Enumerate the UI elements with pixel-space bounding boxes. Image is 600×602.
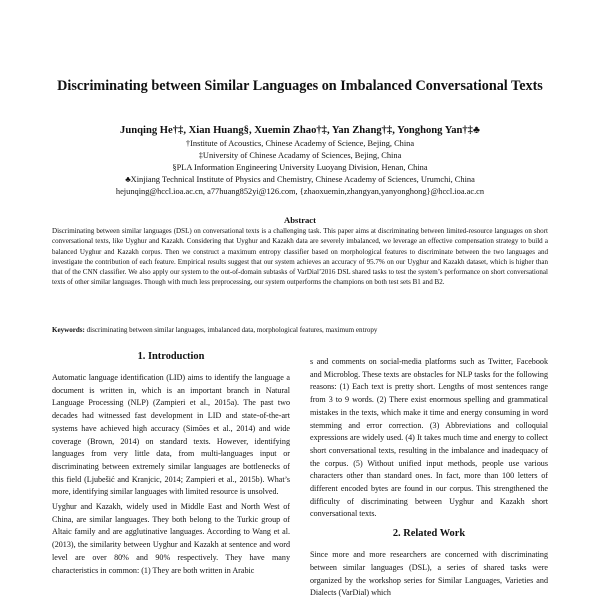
author-emails: hejunqing@hccl.ioa.ac.cn, a77huang852yi@126.com, {zhaoxuemin,zhangyan,yanyonghong}@hccl.ioa.ac.cn (115, 187, 485, 196)
section-heading-related-work: 2. Related Work (392, 528, 466, 540)
affiliation-2: ‡University of Chinese Acadamy of Sciences, Bejing, China (198, 151, 402, 160)
left-column (52, 348, 290, 579)
paper-title: Discriminating between Similar Languages on Imbalanced Conversational Texts (57, 78, 543, 94)
section-heading-introduction: 1. Introduction (137, 351, 205, 362)
intro-paragraph-continued: s and comments on social-media platforms such as Twitter, Facebook and Microblog. These texts are obstacles for NLP tasks for the following reasons: (1) Each text is pretty short. Lengths of most sentences range from 3 to 9 words. (2) There exist enormous spelling and grammatical mistakes in the texts, which make it time and energy consuming in word stemming and error correction. (3) Abbreviations and colloquial expressions are widely used. (4) It takes much time and energy to collect short conversational texts, resulting in the imbalance and inadequacy of the corpus. (5) Without unified input methods, people use various characters other than standard ones. In fact, more than 100 letters of different encoded bytes are found in our corpus. This strengthened the difficulty of discriminating between Uyghur and Kazakh short conversational texts. (310, 357, 548, 519)
abstract-text: Discriminating between similar languages (DSL) on conversational texts is a challenging task. This paper aims at discriminating between limited-resource languages on short conversational texts, like Uyghur and Kazakh. Considering that Uyghur and Kazakh data are severely imbalanced, we leverage an effective compensation strategy to build a balanced Uyghur and Kazakh corpus. Then we construct a maximum entropy classifier based on morphological features to discriminate between the two languages and investigate the contribution of each feature. Empirical results suggest that our system achieves an accuracy of 95.7% on our Uyghur and Kazakh dataset, which is higher than that of the CNN classifier. We also apply our system to the out-of-domain subtasks of VarDial’2016 DSL shared tasks to test the system’s performance on short conversational texts of other similar languages. Though with much less preprocessing, our system outperforms the champions on both test sets B1 and B2. (52, 227, 548, 287)
keywords-label: Keywords: (52, 326, 85, 334)
affiliation-1: †Institute of Acoustics, Chinese Academy of Science, Bejing, China (185, 139, 415, 148)
affiliation-3: §PLA Information Engineering University Luoyang Division, Henan, China (172, 163, 428, 172)
affiliations (30, 138, 570, 198)
keywords (52, 325, 548, 335)
abstract-heading: Abstract (284, 215, 316, 225)
keywords-text: discriminating between similar languages, imbalanced data, morphological features, maximum entropy (84, 326, 378, 334)
intro-paragraph-2: Uyghur and Kazakh, widely used in Middle East and North West of China, are similar languages. They both belong to the Turkic group of Altaic family and are agglutinative languages. According to Wang et al. (2013), the similarity between Uyghur and Kazakh at sentence and word level are over 80% and 90% respectively. They have many characteristics in common: (1) They are both written in Arabic (52, 502, 290, 575)
intro-paragraph-1: Automatic language identification (LID) aims to identify the language a document is written in, which is an important branch in Natural Language Processing (NLP) (Zampieri et al., 2015a). The past two decades had witnessed fast development in LID and state-of-the-art systems have achieved high accuracy (Simões et al., 2014) and wide coverage (Brown, 2014) on standard texts. However, identifying languages from very little data, from multi-languages input or discriminating between extremely similar languages are bottlenecks of this field (Ljubešić and Kranjcic, 2014; Zampieri et al., 2015b). What’s more, identifying similar languages with limited resource is unsolved. (52, 373, 290, 497)
right-column (310, 356, 548, 602)
affiliation-4: ♣Xinjiang Technical Institute of Physics and Chemistry, Chinese Academy of Sciences, Urumchi, China (125, 175, 475, 184)
author-list: Junqing He†‡, Xian Huang§, Xuemin Zhao†‡, Yan Zhang†‡, Yonghong Yan†‡♣ (120, 125, 480, 136)
related-work-paragraph: Since more and more researchers are concerned with discriminating between similar languages (DSL), a series of shared tasks were organized by the workshop series for Similar Languages, Varieties and Dialects (VarDial) which (310, 550, 548, 598)
